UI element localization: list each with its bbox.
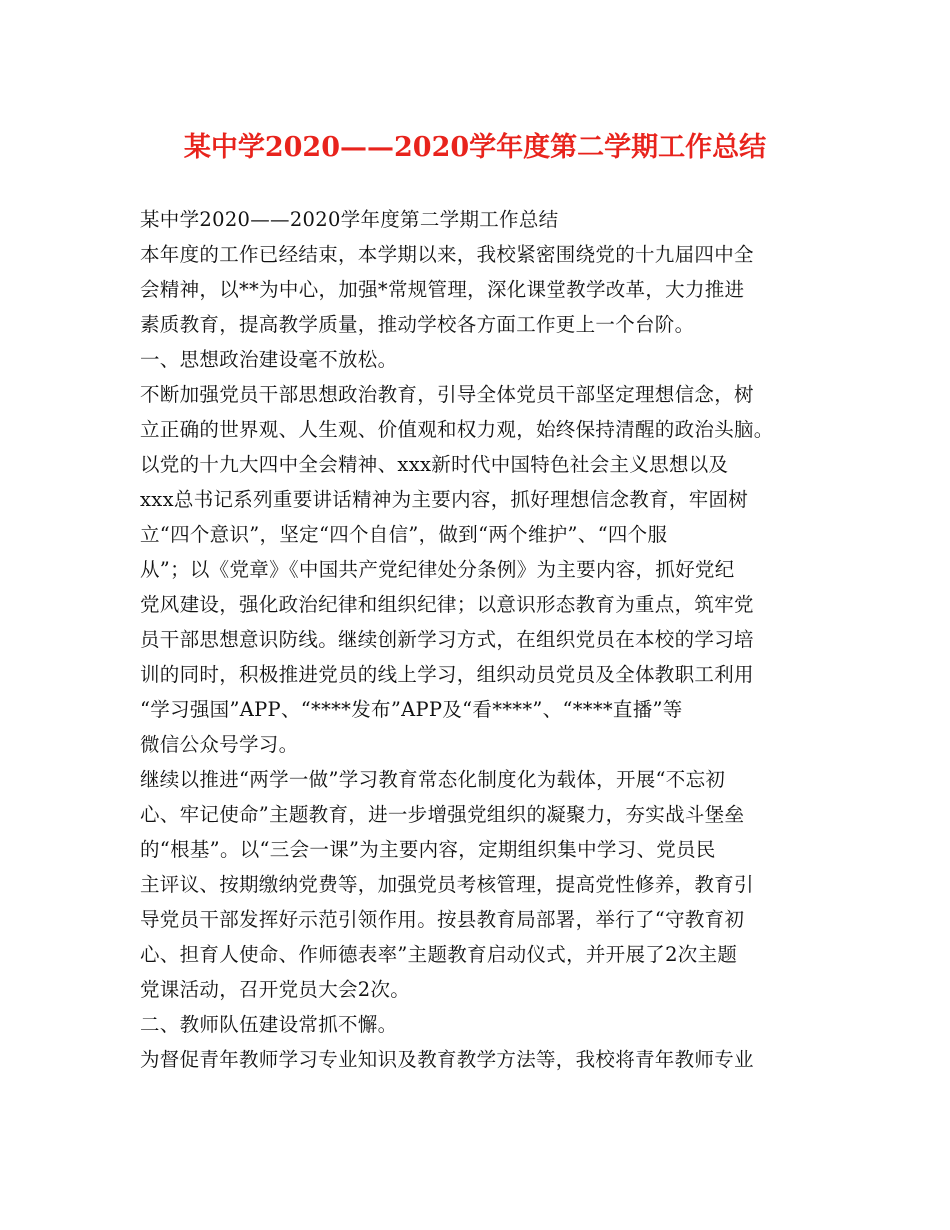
body-line: 继续以推进“两学一做”学习教育常态化制度化为载体，开展“不忘初 (140, 768, 726, 791)
body-line: “学习强国”APP、“****发布”APP及“看****”、“****直播”等 (140, 698, 683, 721)
body-line: 以党的十九大四中全会精神、xxx新时代中国特色社会主义思想以及 (140, 453, 729, 476)
body-line: 为督促青年教师学习专业知识及教育教学方法等，我校将青年教师专业 (140, 1048, 754, 1071)
body-line: 会精神，以**为中心，加强*常规管理，深化课堂教学改革，大力推进 (140, 278, 745, 301)
document-body (140, 202, 820, 1077)
body-line: 立“四个意识”，坚定“四个自信”，做到“两个维护”、“四个服 (140, 523, 668, 546)
body-line: 训的同时，积极推进党员的线上学习，组织动员党员及全体教职工利用 (140, 663, 754, 686)
section-heading: 二、教师队伍建设常抓不懈。 (140, 1013, 398, 1036)
section-heading: 一、思想政治建设毫不放松。 (140, 348, 398, 371)
body-line: 导党员干部发挥好示范引领作用。按县教育局部署，举行了“守教育初 (140, 908, 745, 931)
body-line: 主评议、按期缴纳党费等，加强党员考核管理，提高党性修养，教育引 (140, 873, 754, 896)
body-line: 心、牢记使命”主题教育，进一步增强党组织的凝聚力，夯实战斗堡垒 (140, 803, 745, 826)
body-line: xxx总书记系列重要讲话精神为主要内容，抓好理想信念教育，牢固树 (140, 488, 749, 511)
body-line: 从”；以《党章》《中国共产党纪律处分条例》为主要内容，抓好党纪 (140, 558, 735, 581)
body-line: 心、担育人使命、作师德表率”主题教育启动仪式，并开展了2次主题 (140, 943, 738, 966)
body-line: 员干部思想意识防线。继续创新学习方式，在组织党员在本校的学习培 (140, 628, 754, 651)
body-line: 本年度的工作已经结束，本学期以来，我校紧密围绕党的十九届四中全 (140, 243, 754, 266)
body-line: 党风建设，强化政治纪律和组织纪律；以意识形态教育为重点，筑牢党 (140, 593, 754, 616)
document-title: 某中学2020——2020学年度第二学期工作总结 (183, 132, 767, 163)
body-line: 素质教育，提高教学质量，推动学校各方面工作更上一个台阶。 (140, 313, 695, 336)
body-line: 不断加强党员干部思想政治教育，引导全体党员干部坚定理想信念，树 (140, 383, 754, 406)
body-line: 的“根基”。以“三会一课”为主要内容，定期组织集中学习、党员民 (140, 838, 716, 861)
body-line: 某中学2020——2020学年度第二学期工作总结 (140, 208, 559, 231)
body-line: 党课活动，召开党员大会2次。 (140, 978, 411, 1001)
body-line: 微信公众号学习。 (140, 733, 299, 756)
body-line: 立正确的世界观、人生观、价值观和权力观，始终保持清醒的政治头脑。 (140, 418, 774, 441)
